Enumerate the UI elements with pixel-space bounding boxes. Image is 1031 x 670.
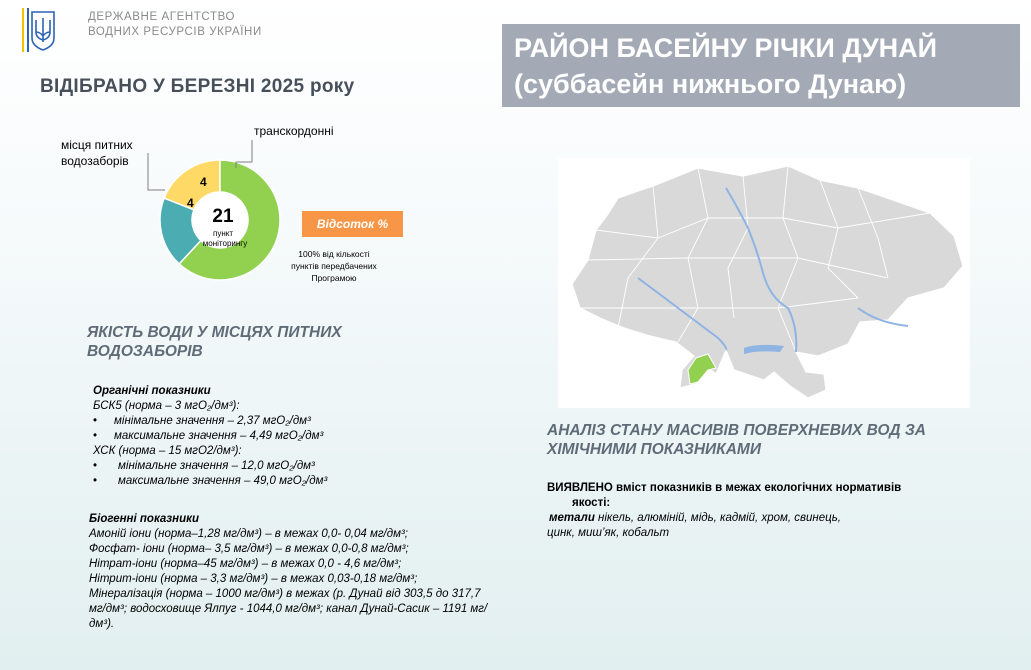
bsk-norm: БСК5 (норма – 3 мгО₂/дм³): <box>93 400 240 412</box>
biogenic-indicators <box>89 512 499 632</box>
organic-indicators <box>93 384 453 489</box>
hsk-norm: ХСК (норма – 15 мгО2/дм³): <box>93 445 242 457</box>
biogenic-header: Біогенні показники <box>89 513 199 525</box>
label-drinking-water-intake: місця питних водозаборів <box>61 138 133 168</box>
bsk-max: • максимальне значення – 4,49 мгО₂/дм³ <box>93 429 453 444</box>
bsk-min: • мінімальне значення – 2,37 мгО₂/дм³ <box>93 414 453 429</box>
metals-label: метали <box>549 512 595 524</box>
ukraine-land <box>572 166 963 398</box>
label-transboundary: транскордонні <box>254 124 334 138</box>
hsk-min: • мінімальне значення – 12,0 мгО₂/дм³ <box>93 459 453 474</box>
page-title-box <box>502 24 1020 107</box>
biogenic-line-nitrite: Нітрит-іони (норма – 3,3 мг/дм³) – в межах 0,03-0,18 мг/дм³; <box>89 573 418 585</box>
donut-center-label-2: моніторингу <box>202 239 248 248</box>
biogenic-line-ammonium: Амоній іони (норма–1,28 мг/дм³) – в межах 0,0- 0,04 мг/дм³; <box>89 528 409 540</box>
page-title-line-1: РАЙОН БАСЕЙНУ РІЧКИ ДУНАЙ <box>514 33 938 63</box>
found-indicators <box>547 481 987 541</box>
selected-title: ВІДІБРАНО У БЕРЕЗНІ 2025 року <box>40 76 355 97</box>
water-quality-heading: ЯКІСТЬ ВОДИ У МІСЦЯХ ПИТНИХ ВОДОЗАБОРІВ <box>87 324 342 360</box>
found-line-2: якості: <box>572 497 611 509</box>
metals-list-2: цинк, миш’як, кобальт <box>547 527 670 539</box>
donut-value-transboundary: 4 <box>200 175 207 189</box>
biogenic-line-nitrate: Нітрат-іони (норма–45 мг/дм³) – в межах 0,0 - 4,6 мг/дм³; <box>89 558 402 570</box>
biogenic-line-mineralization: Мінералізація (норма – 1000 мг/дм³) в межах (р. Дунай від 303,5 до 317,7 мг/дм³; водосховище Ялпуг - 1044,0 мг/дм³; канал Дунай-Сасик – 1191 мг/дм³). <box>89 588 488 630</box>
percent-note: 100% від кількості пунктів передбачених Програмою <box>291 249 377 283</box>
page-title-line-2: (суббасейн нижнього Дунаю) <box>514 69 907 99</box>
donut-center-value: 21 <box>212 206 234 227</box>
organic-header: Органічні показники <box>93 385 211 397</box>
found-line-1: ВИЯВЛЕНО вміст показників в межах екологічних нормативів <box>547 482 902 494</box>
percent-button[interactable]: Відсоток % <box>302 211 403 237</box>
donut-value-drinking: 4 <box>187 196 194 210</box>
hsk-max: • максимальне значення – 49,0 мгО₂/дм³ <box>93 474 453 489</box>
donut-center-label-1: пункт <box>212 229 234 238</box>
biogenic-line-phosphate: Фосфат- іони (норма– 3,5 мг/дм³) – в межах 0,0-0,8 мг/дм³; <box>89 543 409 555</box>
agency-line-1: ДЕРЖАВНЕ АГЕНТСТВО <box>88 11 236 23</box>
analysis-heading: АНАЛІЗ СТАНУ МАСИВІВ ПОВЕРХНЕВИХ ВОД ЗА ХІМІЧНИМИ ПОКАЗНИКАМИ <box>547 422 926 458</box>
agency-line-2: ВОДНИХ РЕСУРСІВ УКРАЇНИ <box>88 26 262 38</box>
metals-list: нікель, алюміній, мідь, кадмій, хром, свинець, <box>598 512 841 524</box>
ukraine-map-icon <box>558 158 970 408</box>
